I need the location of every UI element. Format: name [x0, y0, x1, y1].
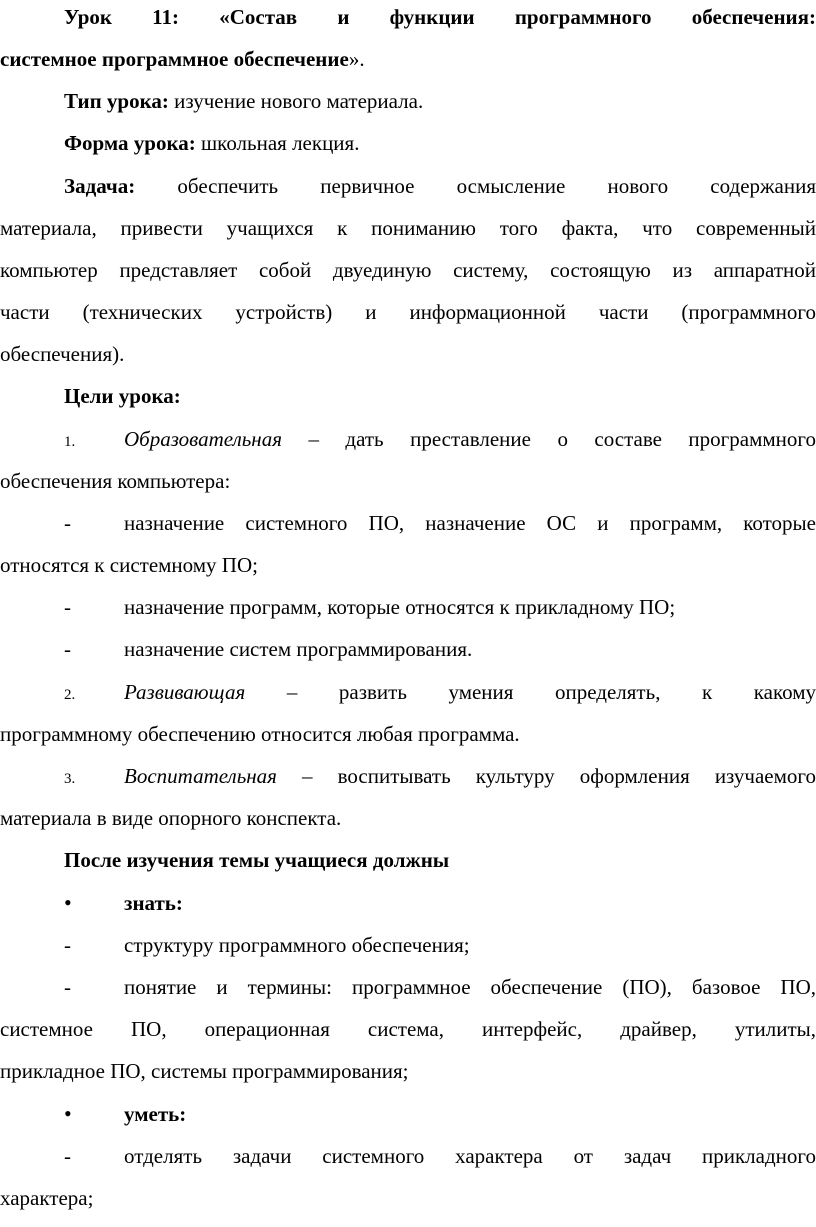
- task-line-4: части (технических устройств) и информационной части (программного: [0, 300, 816, 324]
- know-item-1: - структуру программного обеспечения;: [64, 933, 470, 957]
- task-line-2: материала, привести учащихся к пониманию того факта, что современный: [0, 216, 816, 240]
- task-line-5: обеспечения).: [0, 342, 125, 366]
- lesson-form-value: школьная лекция.: [195, 131, 360, 155]
- goal-1-line-2: обеспечения компьютера:: [0, 469, 231, 493]
- bullet-icon: •: [64, 890, 72, 915]
- lesson-form-label: Форма урока:: [64, 131, 196, 155]
- goal-3-kind: Воспитательная: [124, 764, 277, 788]
- goal-3-number: 3.: [64, 771, 76, 787]
- goal-1-number: 1.: [64, 434, 76, 450]
- goal-3-line-1: 3. Воспитательная – воспитывать культуру оформления изучаемого: [64, 761, 816, 791]
- lesson-title-line-2: системное программное обеспечение».: [0, 47, 365, 71]
- can-item-1-line-1: - отделять задачи системного характера от задач прикладного: [64, 1144, 816, 1168]
- goal-1-subitem-2: - назначение программ, которые относятся к прикладному ПО;: [64, 595, 676, 619]
- know-item-2-line-2: системное ПО, операционная система, интерфейс, драйвер, утилиты,: [0, 1017, 816, 1041]
- can-heading: • уметь:: [64, 1099, 816, 1129]
- lesson-type: [64, 86, 816, 116]
- lesson-form: [64, 128, 816, 158]
- task-line-1: Задача: обеспечить первичное осмысление нового содержания: [64, 174, 816, 198]
- outcomes-heading: После изучения темы учащиеся должны: [64, 848, 450, 872]
- can-item-1-line-2: характера;: [0, 1186, 94, 1210]
- goal-3-line-2: материала в виде опорного конспекта.: [0, 806, 342, 830]
- goal-2-line-2: программному обеспечению относится любая программа.: [0, 722, 520, 746]
- know-item-2-line-1: - понятие и термины: программное обеспечение (ПО), базовое ПО,: [64, 975, 816, 999]
- goal-2-line-1: 2. Развивающая – развить умения определять, к какому: [64, 677, 816, 707]
- goal-1-line-1: 1. Образовательная – дать преставление о составе программного: [64, 424, 816, 454]
- goal-1-subitem-1-line-1: - назначение системного ПО, назначение ОС и программ, которые: [64, 511, 816, 535]
- goal-2-number: 2.: [64, 687, 76, 703]
- task-line-3: компьютер представляет собой двуединую систему, состоящую из аппаратной: [0, 258, 816, 282]
- know-heading: • знать:: [64, 888, 816, 918]
- goal-1-kind: Образовательная: [124, 427, 282, 451]
- goal-2-kind: Развивающая: [124, 680, 246, 704]
- bullet-icon: •: [64, 1101, 72, 1126]
- know-item-2-line-3: прикладное ПО, системы программирования;: [0, 1059, 409, 1083]
- goal-1-subitem-3: - назначение систем программирования.: [64, 637, 473, 661]
- goals-heading: Цели урока:: [64, 384, 181, 408]
- lesson-title-line-1: Урок 11: «Состав и функции программного обеспечения:: [64, 5, 816, 29]
- lesson-type-value: изучение нового материала.: [168, 89, 424, 113]
- goal-1-subitem-1-line-2: относятся к системному ПО;: [0, 553, 258, 577]
- lesson-type-label: Тип урока:: [64, 89, 169, 113]
